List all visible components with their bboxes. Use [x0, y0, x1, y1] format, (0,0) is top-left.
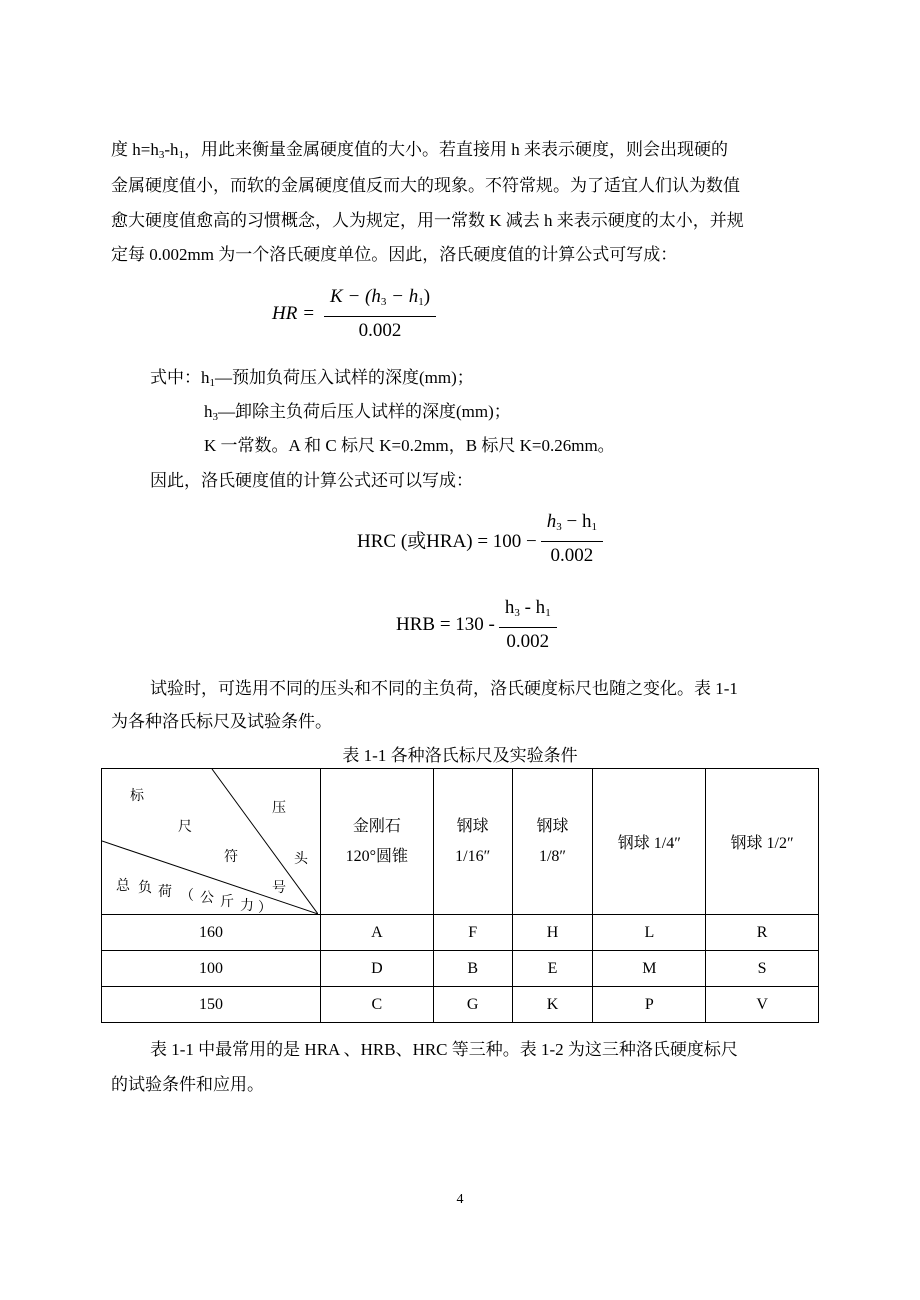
table-row	[102, 987, 819, 1023]
paragraph-1-line-4: 定每 0.002mm 为一个洛氏硬度单位。因此，洛氏硬度值的计算公式可写成：	[111, 245, 678, 264]
paragraph-4-line-2: 的试验条件和应用。	[111, 1075, 264, 1094]
scale-cell: L	[593, 915, 706, 951]
header-ball-1-16: 钢球 1/16″	[433, 769, 512, 915]
scale-cell: H	[512, 915, 593, 951]
formula-hrc-fraction: $\frac{h_3 - h_1}{0.002}$	[541, 510, 603, 568]
formula-hrc-lhs: HRC (或HRA) = 100 −	[357, 530, 537, 552]
scale-cell: K	[512, 987, 593, 1023]
scale-cell: P	[593, 987, 706, 1023]
formula-hrb-lhs: HRB = 130 -	[396, 614, 495, 635]
formula-hrb	[396, 596, 561, 654]
scale-cell: F	[433, 915, 512, 951]
table-row	[102, 915, 819, 951]
page-number: 4	[456, 1192, 464, 1207]
paragraph-1-line-1: 度 $h=h_3-h_1$，用此来衡量金属硬度值的大小。若直接用 h 来表示硬度，则会出现硬的	[111, 140, 729, 161]
paragraph-2: 因此，洛氏硬度值的计算公式还可以写成：	[150, 471, 473, 490]
load-cell: 150	[102, 987, 321, 1023]
header-ball-1-2: 钢球 1/2″	[706, 769, 819, 915]
scale-cell: R	[706, 915, 819, 951]
scale-cell: C	[320, 987, 433, 1023]
formula-hr-lhs: HR	[272, 303, 298, 324]
table-header-row	[102, 769, 819, 915]
formula-hr: HR = $\frac{K - (h_3 - h_1)}{0.002}$	[272, 285, 440, 343]
paragraph-1-line-3: 愈大硬度值愈高的习惯概念，人为规定，用一常数 K 减去 h 来表示硬度的太小，并规	[111, 211, 744, 230]
definition-h1: 式中：$h_1—$预加负荷压入试样的深度(mm)；	[150, 368, 474, 389]
load-cell: 100	[102, 951, 321, 987]
table-row	[102, 951, 819, 987]
scale-cell: E	[512, 951, 593, 987]
scale-cell: A	[320, 915, 433, 951]
formula-hrc	[357, 510, 607, 568]
load-cell: 160	[102, 915, 321, 951]
table-caption: 表 1-1 各种洛氏标尺及实验条件	[342, 746, 578, 765]
table-diagonal-header: 标 尺 压 符 头 号 总 负 荷 （ 公 斤 力 ）	[102, 769, 321, 915]
scale-cell: D	[320, 951, 433, 987]
scale-cell: V	[706, 987, 819, 1023]
header-diamond-cone: 金刚石 120°圆锥	[320, 769, 433, 915]
rockwell-scale-table	[101, 768, 819, 1023]
paragraph-3-line-1: 试验时，可选用不同的压头和不同的主负荷，洛氏硬度标尺也随之变化。表 1-1	[150, 679, 738, 698]
scale-cell: M	[593, 951, 706, 987]
definition-h3: $h_3—$卸除主负荷后压人试样的深度(mm)；	[204, 402, 511, 423]
paragraph-4-line-1: 表 1-1 中最常用的是 HRA 、HRB、HRC 等三种。表 1-2 为这三种洛氏硬度标尺	[150, 1040, 738, 1059]
definition-k: K 一常数。A 和 C 标尺 K=0.2mm，B 标尺 K=0.26mm。	[204, 436, 615, 455]
header-ball-1-8: 钢球 1/8″	[512, 769, 593, 915]
formula-hr-fraction: $\frac{K - (h_3 - h_1)}{0.002}$	[324, 285, 436, 343]
scale-cell: G	[433, 987, 512, 1023]
scale-cell: B	[433, 951, 512, 987]
formula-hrb-fraction: $\frac{h_3 - h_1}{0.002}$	[499, 596, 557, 654]
header-ball-1-4: 钢球 1/4″	[593, 769, 706, 915]
paragraph-3-line-2: 为各种洛氏标尺及试验条件。	[111, 712, 332, 731]
paragraph-1-line-2: 金属硬度值小，而软的金属硬度值反而大的现象。不符常规。为了适宜人们认为数值	[111, 176, 740, 195]
scale-cell: S	[706, 951, 819, 987]
